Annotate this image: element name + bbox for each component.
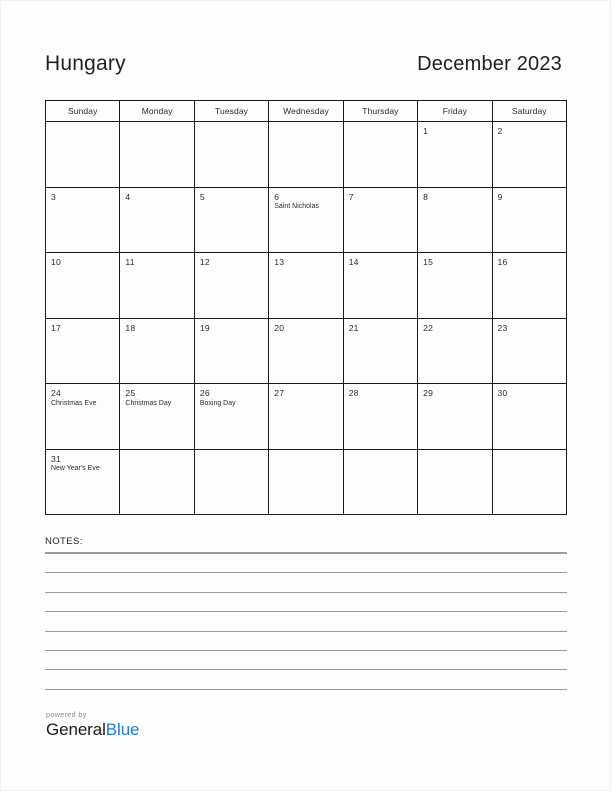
calendar-day-cell[interactable]: [493, 122, 567, 188]
page-header: [45, 52, 562, 84]
day-number: 26: [199, 388, 210, 398]
day-number: 20: [274, 322, 285, 333]
calendar-week-row: [46, 188, 567, 254]
day-number: 16: [497, 257, 508, 267]
day-number: 7: [348, 191, 354, 202]
month-year-title: December 2023: [417, 53, 562, 75]
weekday-header-saturday: Saturday: [493, 101, 567, 122]
calendar-week-row: [46, 319, 567, 385]
calendar-day-cell[interactable]: [493, 384, 567, 450]
calendar-day-cell-empty: [120, 122, 194, 188]
day-number: 31: [51, 453, 61, 464]
day-number: 11: [125, 257, 135, 267]
day-number: 24: [51, 388, 61, 398]
holiday-label: Saint Nicholas: [274, 203, 320, 210]
holiday-label: Christmas Eve: [51, 399, 97, 407]
calendar-day-cell-empty: [418, 450, 492, 516]
weekday-header-tuesday: Tuesday: [195, 101, 269, 122]
day-number: 19: [199, 322, 210, 333]
notes-line[interactable]: [45, 651, 567, 670]
calendar-day-cell[interactable]: [269, 188, 343, 254]
calendar-day-cell[interactable]: [269, 384, 343, 450]
calendar-day-cell-empty: [269, 450, 343, 516]
country-title: Hungary: [45, 52, 126, 75]
notes-line[interactable]: [45, 554, 567, 573]
calendar-day-cell[interactable]: [195, 253, 269, 319]
day-number: 23: [497, 322, 508, 333]
calendar-day-cell[interactable]: [120, 319, 194, 385]
calendar-day-cell-empty: [195, 450, 269, 516]
calendar-day-cell-empty: [269, 122, 343, 188]
calendar-day-cell[interactable]: [269, 319, 343, 385]
calendar-day-cell-empty: [344, 450, 418, 516]
weekday-header-thursday: Thursday: [344, 101, 418, 122]
day-number: 13: [274, 257, 285, 267]
calendar-day-cell[interactable]: [46, 319, 120, 385]
day-number: 17: [51, 322, 61, 333]
notes-line[interactable]: [45, 593, 567, 612]
calendar-day-cell[interactable]: [46, 450, 120, 516]
calendar-week-row: [46, 122, 567, 188]
calendar-day-cell[interactable]: [120, 188, 194, 254]
day-number: 25: [125, 388, 136, 398]
calendar-grid: [45, 100, 567, 515]
day-number: 28: [348, 388, 359, 398]
calendar-week-row: [46, 253, 567, 319]
calendar-week-row: [46, 384, 567, 450]
calendar-day-cell-empty: [195, 122, 269, 188]
calendar-day-cell[interactable]: [418, 253, 492, 319]
day-number: 30: [497, 388, 508, 398]
day-number: 4: [125, 191, 131, 202]
day-number: 21: [348, 322, 359, 333]
calendar-day-cell[interactable]: [195, 188, 269, 254]
calendar-day-cell-empty: [493, 450, 567, 516]
calendar-day-cell[interactable]: [344, 253, 418, 319]
calendar-day-cell[interactable]: [493, 188, 567, 254]
powered-by-label: powered by: [46, 710, 87, 719]
day-number: 9: [497, 191, 503, 202]
notes-line[interactable]: [45, 632, 567, 651]
calendar-day-cell[interactable]: [418, 319, 492, 385]
day-number: 15: [423, 257, 434, 267]
day-number: 3: [51, 191, 56, 202]
weekday-header-monday: Monday: [120, 101, 194, 122]
calendar-day-cell-empty: [120, 450, 194, 516]
calendar-day-cell-empty: [344, 122, 418, 188]
holiday-label: New Year's Eve: [51, 465, 100, 472]
calendar-day-cell[interactable]: [46, 253, 120, 319]
calendar-day-cell[interactable]: [493, 253, 567, 319]
notes-label: NOTES:: [45, 536, 83, 547]
notes-line[interactable]: [45, 573, 567, 592]
calendar-day-cell[interactable]: [120, 253, 194, 319]
day-number: 18: [125, 322, 136, 333]
calendar-day-cell[interactable]: [195, 384, 269, 450]
calendar-day-cell[interactable]: [344, 384, 418, 450]
calendar-day-cell[interactable]: [344, 319, 418, 385]
notes-section: [45, 536, 567, 690]
calendar-day-cell[interactable]: [344, 188, 418, 254]
day-number: 2: [497, 126, 503, 136]
generalblue-logo: [46, 720, 139, 740]
day-number: 10: [51, 257, 61, 267]
logo-text-blue: Blue: [105, 720, 140, 739]
calendar-week-row: [46, 450, 567, 516]
weekday-header-wednesday: Wednesday: [269, 101, 343, 122]
weekday-header-sunday: Sunday: [46, 101, 120, 122]
weekday-header-friday: Friday: [418, 101, 492, 122]
calendar-day-cell[interactable]: [418, 122, 492, 188]
calendar-day-cell[interactable]: [493, 319, 567, 385]
day-number: 12: [199, 257, 210, 267]
day-number: 5: [199, 191, 205, 202]
notes-line[interactable]: [45, 612, 567, 631]
day-number: 6: [274, 191, 280, 202]
calendar-day-cell[interactable]: [195, 319, 269, 385]
calendar-day-cell[interactable]: [418, 384, 492, 450]
notes-lines[interactable]: [45, 552, 567, 690]
calendar-day-cell[interactable]: [269, 253, 343, 319]
footer-branding: [46, 710, 139, 740]
weekday-header-row: [46, 101, 567, 122]
calendar-day-cell[interactable]: [46, 188, 120, 254]
day-number: 14: [348, 257, 359, 267]
notes-line[interactable]: [45, 670, 567, 689]
calendar-day-cell[interactable]: [418, 188, 492, 254]
day-number: 1: [423, 126, 429, 136]
day-number: 8: [423, 191, 429, 202]
day-number: 29: [423, 388, 434, 398]
day-number: 27: [274, 388, 285, 398]
logo-text-general: General: [46, 720, 106, 739]
calendar-day-cell[interactable]: [120, 384, 194, 450]
day-number: 22: [423, 322, 434, 333]
holiday-label: Boxing Day: [199, 399, 236, 407]
calendar-day-cell[interactable]: [46, 384, 120, 450]
holiday-label: Christmas Day: [125, 399, 172, 407]
calendar-day-cell-empty: [46, 122, 120, 188]
